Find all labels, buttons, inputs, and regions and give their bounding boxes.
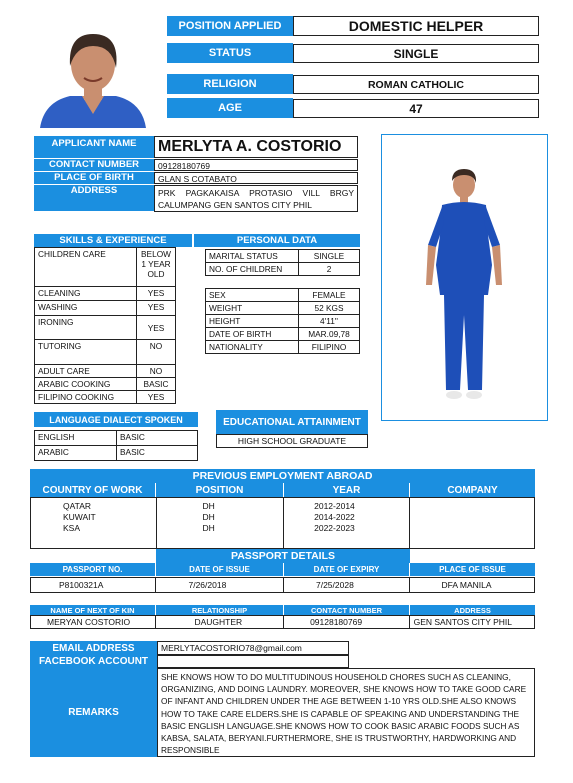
status-label: STATUS bbox=[167, 43, 293, 63]
kin-values-row bbox=[30, 615, 535, 629]
employment-body bbox=[30, 497, 535, 549]
employment-title: PREVIOUS EMPLOYMENT ABROAD bbox=[30, 469, 535, 483]
kin-header: NAME OF NEXT OF KIN bbox=[30, 605, 156, 615]
facebook-label: FACEBOOK ACCOUNT bbox=[30, 655, 157, 668]
employment-country: QATAR bbox=[63, 501, 92, 511]
language-table bbox=[34, 430, 198, 461]
passport-expiry-date: 7/25/2028 bbox=[284, 578, 410, 592]
address-value: PRK PAGKAKAISA PROTASIO VILL BRGY CALUMPANG GEN SANTOS CITY PHIL bbox=[154, 185, 358, 212]
table-row: FILIPINO COOKING YES bbox=[35, 391, 176, 404]
passport-title: PASSPORT DETAILS bbox=[156, 549, 410, 563]
place-of-birth-label: PLACE OF BIRTH bbox=[34, 172, 154, 184]
employment-header: POSITION bbox=[156, 483, 284, 497]
passport-number: P8100321A bbox=[31, 578, 156, 592]
employment-position: DH bbox=[202, 523, 215, 533]
passport-place: DFA MANILA bbox=[441, 580, 492, 590]
employment-position: DH bbox=[202, 512, 215, 522]
table-row: ADULT CARE NO bbox=[35, 365, 176, 378]
employment-header: COMPANY bbox=[410, 483, 535, 497]
kin-header: RELATIONSHIP bbox=[156, 605, 284, 615]
place-of-birth-value: GLAN S COTABATO bbox=[154, 172, 358, 184]
personal-data-table-top bbox=[205, 249, 360, 276]
full-body-photo bbox=[381, 134, 548, 421]
table-row: CLEANING YES bbox=[35, 287, 176, 301]
position-label: POSITION APPLIED bbox=[167, 16, 293, 36]
table-row: ENGLISH BASIC bbox=[35, 431, 198, 446]
applicant-name-label: APPLICANT NAME bbox=[34, 136, 154, 158]
passport-header: DATE OF EXPIRY bbox=[284, 563, 410, 576]
education-value: HIGH SCHOOL GRADUATE bbox=[216, 434, 368, 448]
kin-address: GEN SANTOS CITY PHIL bbox=[413, 617, 512, 627]
table-row: NATIONALITY FILIPINO bbox=[206, 341, 360, 354]
portrait-photo bbox=[30, 22, 156, 128]
employment-country: KSA bbox=[63, 523, 81, 533]
kin-name: MERYAN COSTORIO bbox=[31, 616, 156, 628]
kin-header-row bbox=[30, 605, 535, 615]
facebook-value bbox=[157, 655, 349, 668]
table-row: MARITAL STATUS SINGLE bbox=[206, 250, 360, 263]
religion-value: ROMAN CATHOLIC bbox=[293, 75, 539, 94]
table-row: CHILDREN CARE BELOW 1 YEAR OLD bbox=[35, 248, 176, 287]
employment-year: 2012-2014 bbox=[314, 501, 355, 511]
age-label: AGE bbox=[167, 98, 293, 118]
table-row: WEIGHT 52 KGS bbox=[206, 302, 360, 315]
passport-header: DATE OF ISSUE bbox=[156, 563, 284, 576]
employment-header-row bbox=[30, 483, 535, 497]
address-label: ADDRESS bbox=[34, 185, 154, 211]
remarks-text: SHE KNOWS HOW TO DO MULTITUDINOUS HOUSEHOLD CHORES SUCH AS CLEANING, ORGANIZING, AND DOING LAUNDRY. MOREOVER, SHE KNOWS HOW TO TAKE GOOD CARE OF INFANT AND CHILDREN UNDER THE AGE BETWEEN 1-10 YRS OLD.SHE ALSO KNOWS HOW TO TAKE CARE ELDERS.SHE IS CAPABLE OF SPEAKING AND UNDERSTANDING THE BASIC ENGLISH LANGUAGE.SHE KNOWS HOW TO COOK BASIC ARABIC FOODS SUCH AS KABSA, SALATA, BERYANI.FURTHERMORE, SHE IS TRUSTWORTHY, HARDWORKING AND RESPONSIBLE bbox=[157, 668, 535, 757]
passport-header-row bbox=[30, 563, 535, 576]
table-row: DATE OF BIRTH MAR.09,78 bbox=[206, 328, 360, 341]
kin-relationship: DAUGHTER bbox=[156, 616, 284, 628]
passport-header: PASSPORT NO. bbox=[30, 563, 156, 576]
skills-table bbox=[34, 247, 176, 404]
email-value: MERLYTACOSTORIO78@gmail.com bbox=[157, 641, 349, 655]
employment-header: YEAR bbox=[284, 483, 410, 497]
table-row: NO. OF CHILDREN 2 bbox=[206, 263, 360, 276]
passport-values-row bbox=[30, 577, 535, 593]
position-value: DOMESTIC HELPER bbox=[293, 16, 539, 36]
language-title: LANGUAGE DIALECT SPOKEN bbox=[34, 412, 198, 427]
table-row: HEIGHT 4'11'' bbox=[206, 315, 360, 328]
employment-year: 2022-2023 bbox=[314, 523, 355, 533]
table-row: ARABIC COOKING BASIC bbox=[35, 378, 176, 391]
table-row: ARABIC BASIC bbox=[35, 446, 198, 461]
table-row: SEX FEMALE bbox=[206, 289, 360, 302]
table-row: IRONING YES bbox=[35, 316, 176, 340]
contact-number-label: CONTACT NUMBER bbox=[34, 159, 154, 171]
personal-data-title: PERSONAL DATA bbox=[194, 234, 360, 247]
kin-contact: 09128180769 bbox=[284, 616, 410, 628]
employment-year: 2014-2022 bbox=[314, 512, 355, 522]
passport-issue-date: 7/26/2018 bbox=[156, 578, 284, 592]
kin-header: CONTACT NUMBER bbox=[284, 605, 410, 615]
contact-number-value: 09128180769 bbox=[154, 159, 358, 171]
education-title: EDUCATIONAL ATTAINMENT bbox=[216, 410, 368, 434]
religion-label: RELIGION bbox=[167, 74, 293, 94]
kin-header: ADDRESS bbox=[410, 605, 535, 615]
employment-company bbox=[410, 498, 534, 548]
table-row: WASHING YES bbox=[35, 301, 176, 316]
personal-data-table-bottom bbox=[205, 288, 360, 354]
email-label: EMAIL ADDRESS bbox=[30, 641, 157, 655]
skills-title: SKILLS & EXPERIENCE bbox=[34, 234, 192, 247]
remarks-label: REMARKS bbox=[30, 668, 157, 757]
employment-header: COUNTRY OF WORK bbox=[30, 483, 156, 497]
status-value: SINGLE bbox=[293, 44, 539, 63]
age-value: 47 bbox=[293, 99, 539, 118]
passport-header: PLACE OF ISSUE bbox=[410, 563, 535, 576]
table-row: TUTORING NO bbox=[35, 340, 176, 365]
employment-position: DH bbox=[202, 501, 215, 511]
applicant-name-value: MERLYTA A. COSTORIO bbox=[154, 136, 358, 158]
employment-country: KUWAIT bbox=[63, 512, 96, 522]
